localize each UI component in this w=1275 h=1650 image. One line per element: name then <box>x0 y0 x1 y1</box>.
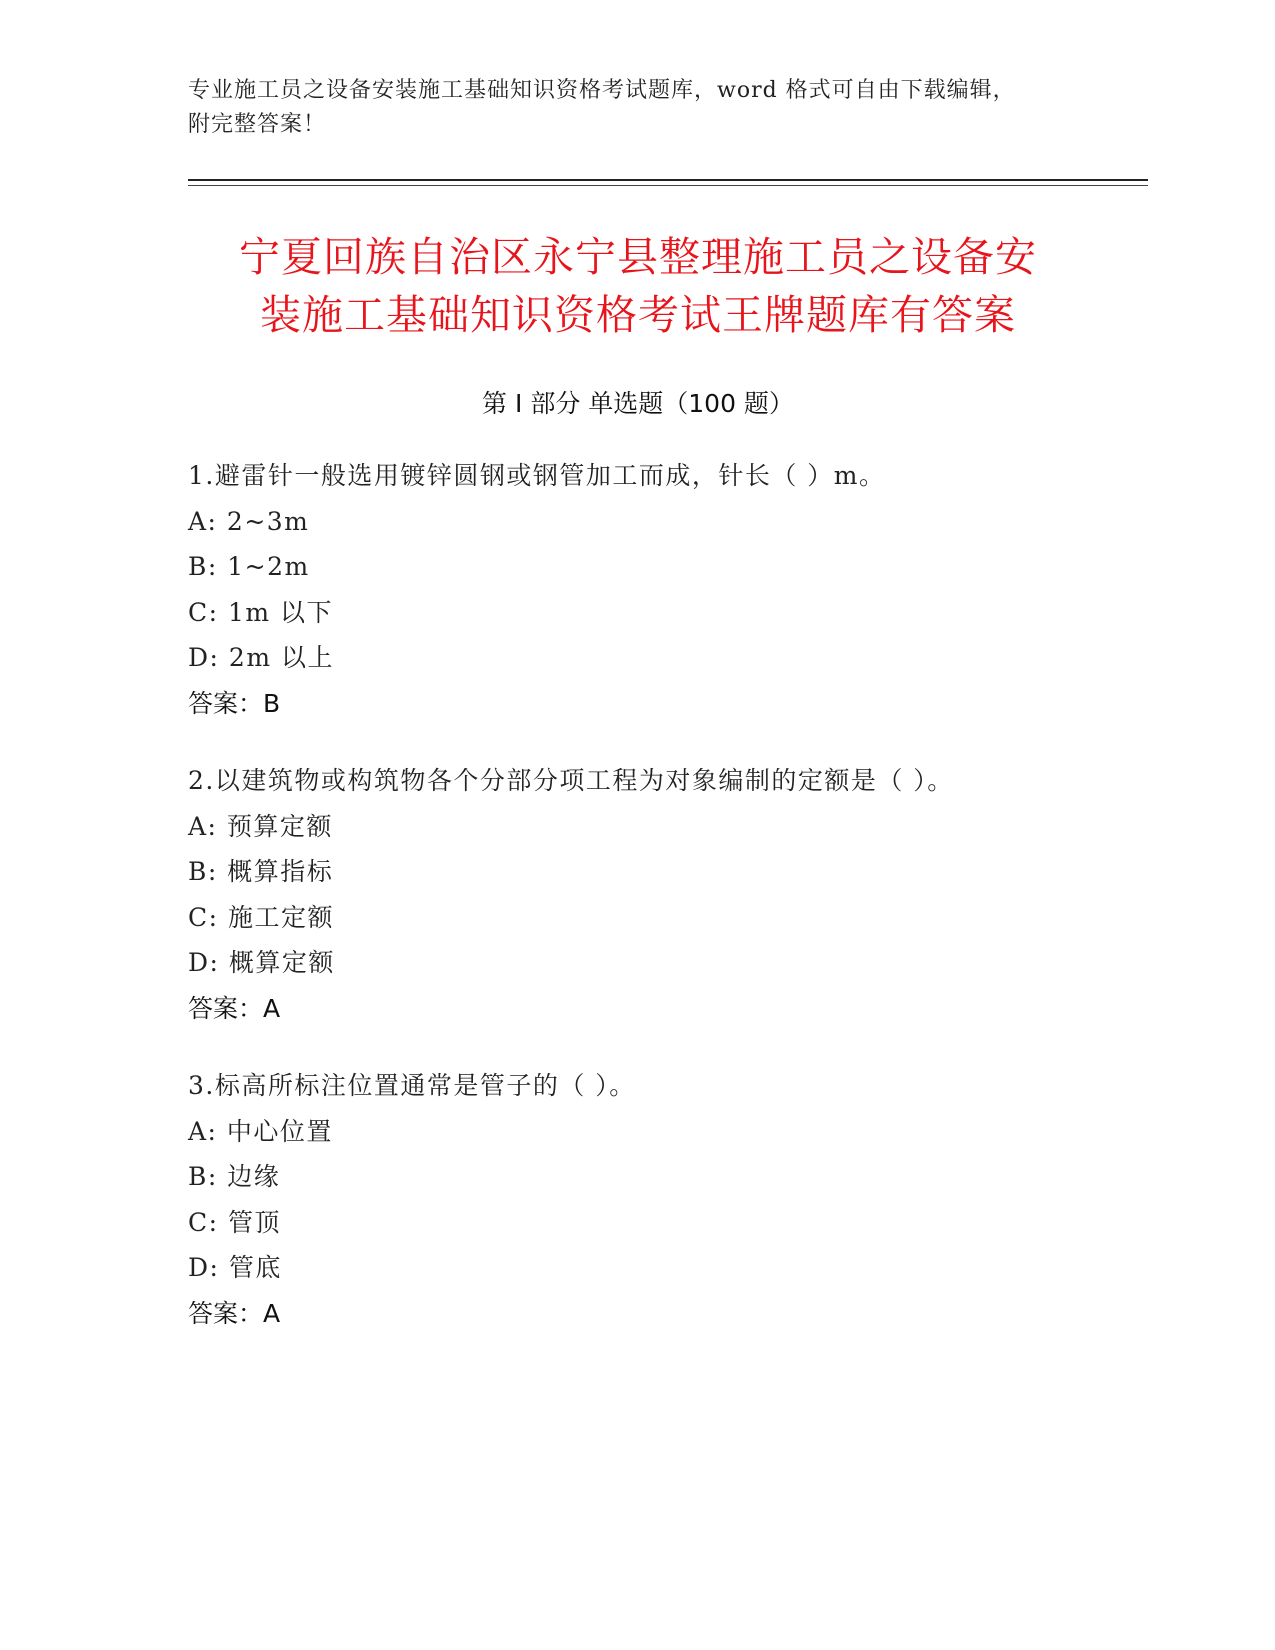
header-note <box>188 74 1088 142</box>
document-title-line-2: 装施工基础知识资格考试王牌题库有答案 <box>260 291 1016 339</box>
option-c: C: 1m 以下 <box>188 597 334 627</box>
question-2 <box>188 758 1148 1031</box>
header-note-line-1: 专业施工员之设备安装施工基础知识资格考试题库，word 格式可自由下载编辑， <box>188 78 1016 103</box>
option-a: A: 中心位置 <box>188 1116 333 1146</box>
option-d: D: 管底 <box>188 1253 282 1282</box>
header-divider-thin <box>188 185 1148 186</box>
header-divider-thick <box>188 179 1148 181</box>
option-a: A: 2~3m <box>188 506 310 536</box>
question-1 <box>188 453 1148 726</box>
option-b: B: 1~2m <box>188 552 310 581</box>
question-3 <box>188 1063 1148 1336</box>
question-stem: 3.标高所标注位置通常是管子的（ ）。 <box>188 1071 636 1100</box>
section-heading: 第 I 部分 单选题（100 题） <box>482 389 794 418</box>
answer: 答案：A <box>188 1298 281 1328</box>
header-note-line-2: 附完整答案！ <box>188 112 327 137</box>
option-d: D: 概算定额 <box>188 948 335 977</box>
option-c: C: 施工定额 <box>188 902 334 932</box>
document-title-line-1: 宁夏回族自治区永宁县整理施工员之设备安 <box>239 233 1037 281</box>
option-b: B: 概算指标 <box>188 857 334 886</box>
question-stem: 2.以建筑物或构筑物各个分部分项工程为对象编制的定额是（ ）。 <box>188 766 954 795</box>
document-title <box>188 228 1088 344</box>
answer: 答案：A <box>188 993 281 1023</box>
option-d: D: 2m 以上 <box>188 643 334 672</box>
option-a: A: 预算定额 <box>188 811 333 841</box>
answer: 答案：B <box>188 688 281 718</box>
option-c: C: 管顶 <box>188 1207 281 1237</box>
question-stem: 1.避雷针一般选用镀锌圆钢或钢管加工而成，针长（ ）m。 <box>188 461 886 490</box>
option-b: B: 边缘 <box>188 1162 281 1191</box>
